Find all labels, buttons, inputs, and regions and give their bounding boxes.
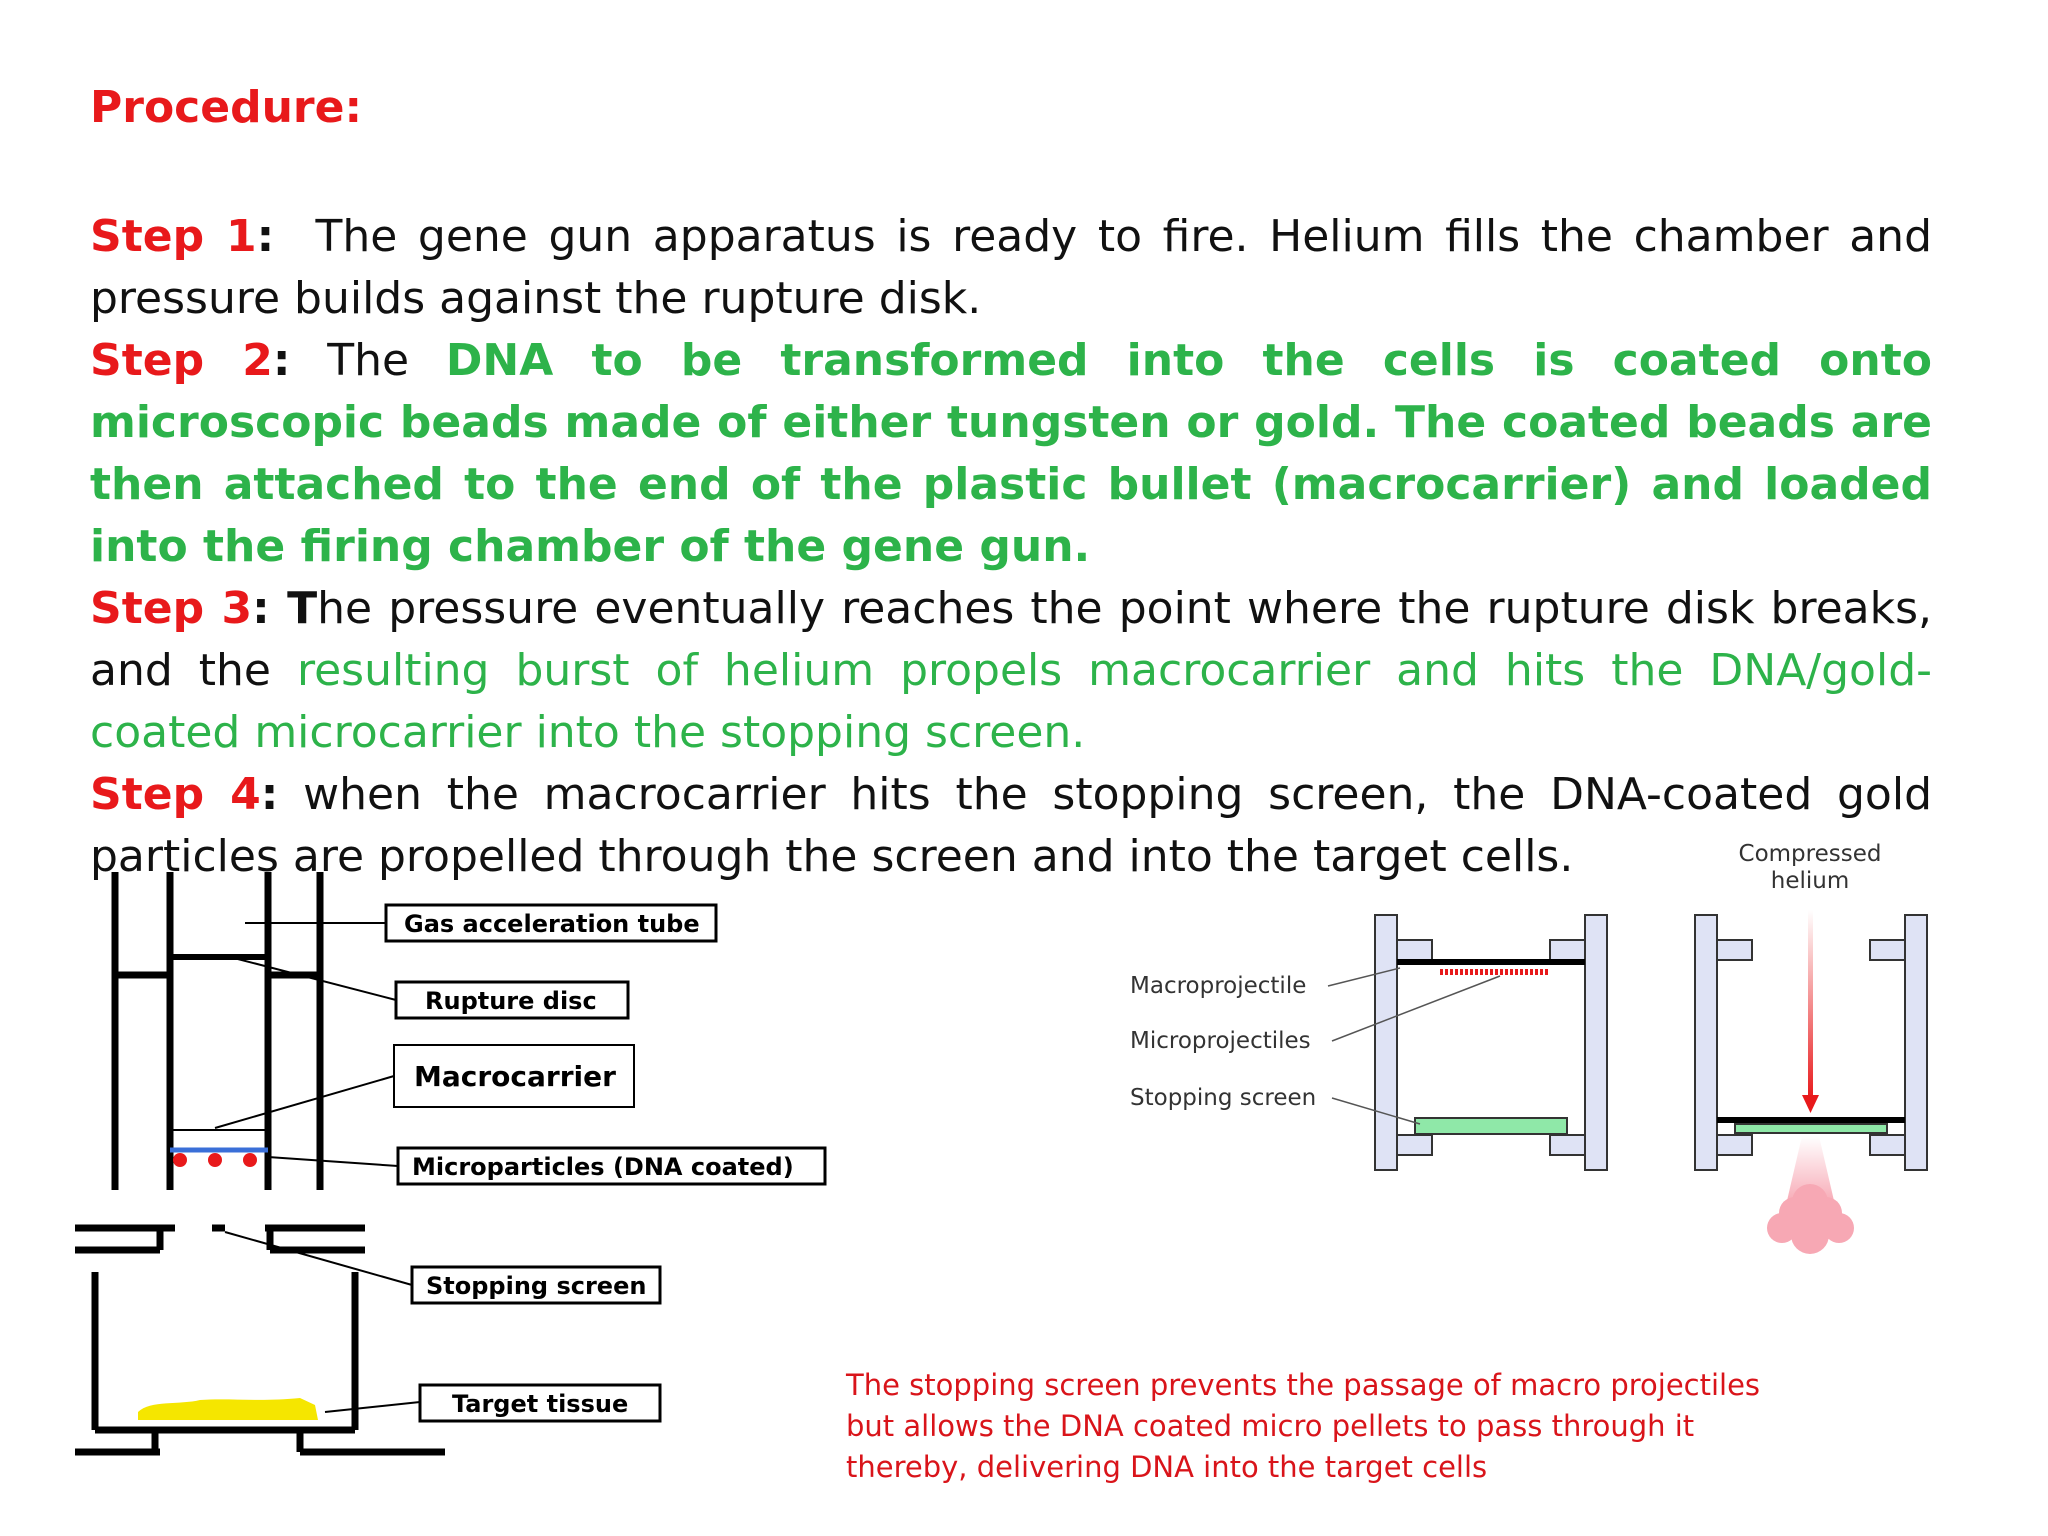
label-rupture-disc: Rupture disc	[425, 987, 597, 1015]
label-microparticles: Microparticles (DNA coated)	[412, 1153, 794, 1181]
procedure-steps	[90, 206, 1946, 888]
label-gas-tube: Gas acceleration tube	[404, 910, 700, 938]
label-target-tissue: Target tissue	[452, 1390, 629, 1418]
step-2-text: DNA to be transformed into the cells is coated onto microscopic beads made of either tungsten or gold. The coated beads are then attached to the end of the plastic bullet (macrocarrier) and loaded into the firing chamber of the gene gun.	[90, 335, 1932, 572]
label-stopping-screen: Stopping screen	[426, 1272, 647, 1300]
step-1-label: Step 1	[90, 211, 257, 262]
diagram-caption: The stopping screen prevents the passage of macro projectiles but allows the DNA coated micro pellets to pass through it thereby, delivering DNA into the target cells	[846, 1368, 1761, 1484]
gene-gun-diagram-right	[1130, 830, 1970, 1270]
step-2-label: Step 2	[90, 335, 273, 386]
microparticle	[208, 1153, 222, 1167]
step-3-text: resulting burst of helium propels macrocarrier and hits the DNA/gold-coated microcarrier into the stopping screen.	[90, 645, 1933, 758]
step-4-label: Step 4	[90, 769, 261, 820]
step-4-text: when the macrocarrier hits the stopping screen, the DNA-coated gold particles are propelled through the screen and into the target cells.	[90, 769, 1932, 882]
label-helium: helium	[1770, 868, 1850, 894]
label-compressed: Compressed	[1738, 841, 1882, 867]
label-macroprojectile: Macroprojectile	[1130, 973, 1307, 999]
label-microprojectiles: Microprojectiles	[1130, 1028, 1311, 1054]
step-4: Step 4: when the macrocarrier hits the stopping screen, the DNA-coated gold particles are propelled through the screen and into the target cells.	[90, 769, 1932, 882]
step-3-label: Step 3	[90, 583, 253, 634]
page-title: Procedure:	[90, 82, 363, 133]
label-stopping-screen-right: Stopping screen	[1130, 1085, 1317, 1111]
step-1: Step 1: The gene gun apparatus is ready to fire. Helium fills the chamber and pressure builds against the rupture disk.	[90, 211, 1946, 324]
label-macrocarrier: Macrocarrier	[414, 1060, 616, 1093]
microparticle	[243, 1153, 257, 1167]
step-2: Step 2: The DNA to be transformed into the cells is coated onto microscopic beads made of either tungsten or gold. The coated beads are then attached to the end of the plastic bullet (macrocarrier) and loaded into the firing chamber of the gene gun.	[90, 335, 1932, 572]
step-3: Step 3: The pressure eventually reaches the point where the rupture disk breaks, and the resulting burst of helium propels macrocarrier and hits the DNA/gold-coated microcarrier into the stopping screen.	[90, 583, 1933, 758]
step-1-text: The gene gun apparatus is ready to fire. Helium fills the chamber and pressure builds against the rupture disk.	[90, 211, 1946, 324]
microparticle	[173, 1153, 187, 1167]
target-tissue-blob	[138, 1398, 318, 1420]
gene-gun-diagram-left	[0, 860, 860, 1500]
